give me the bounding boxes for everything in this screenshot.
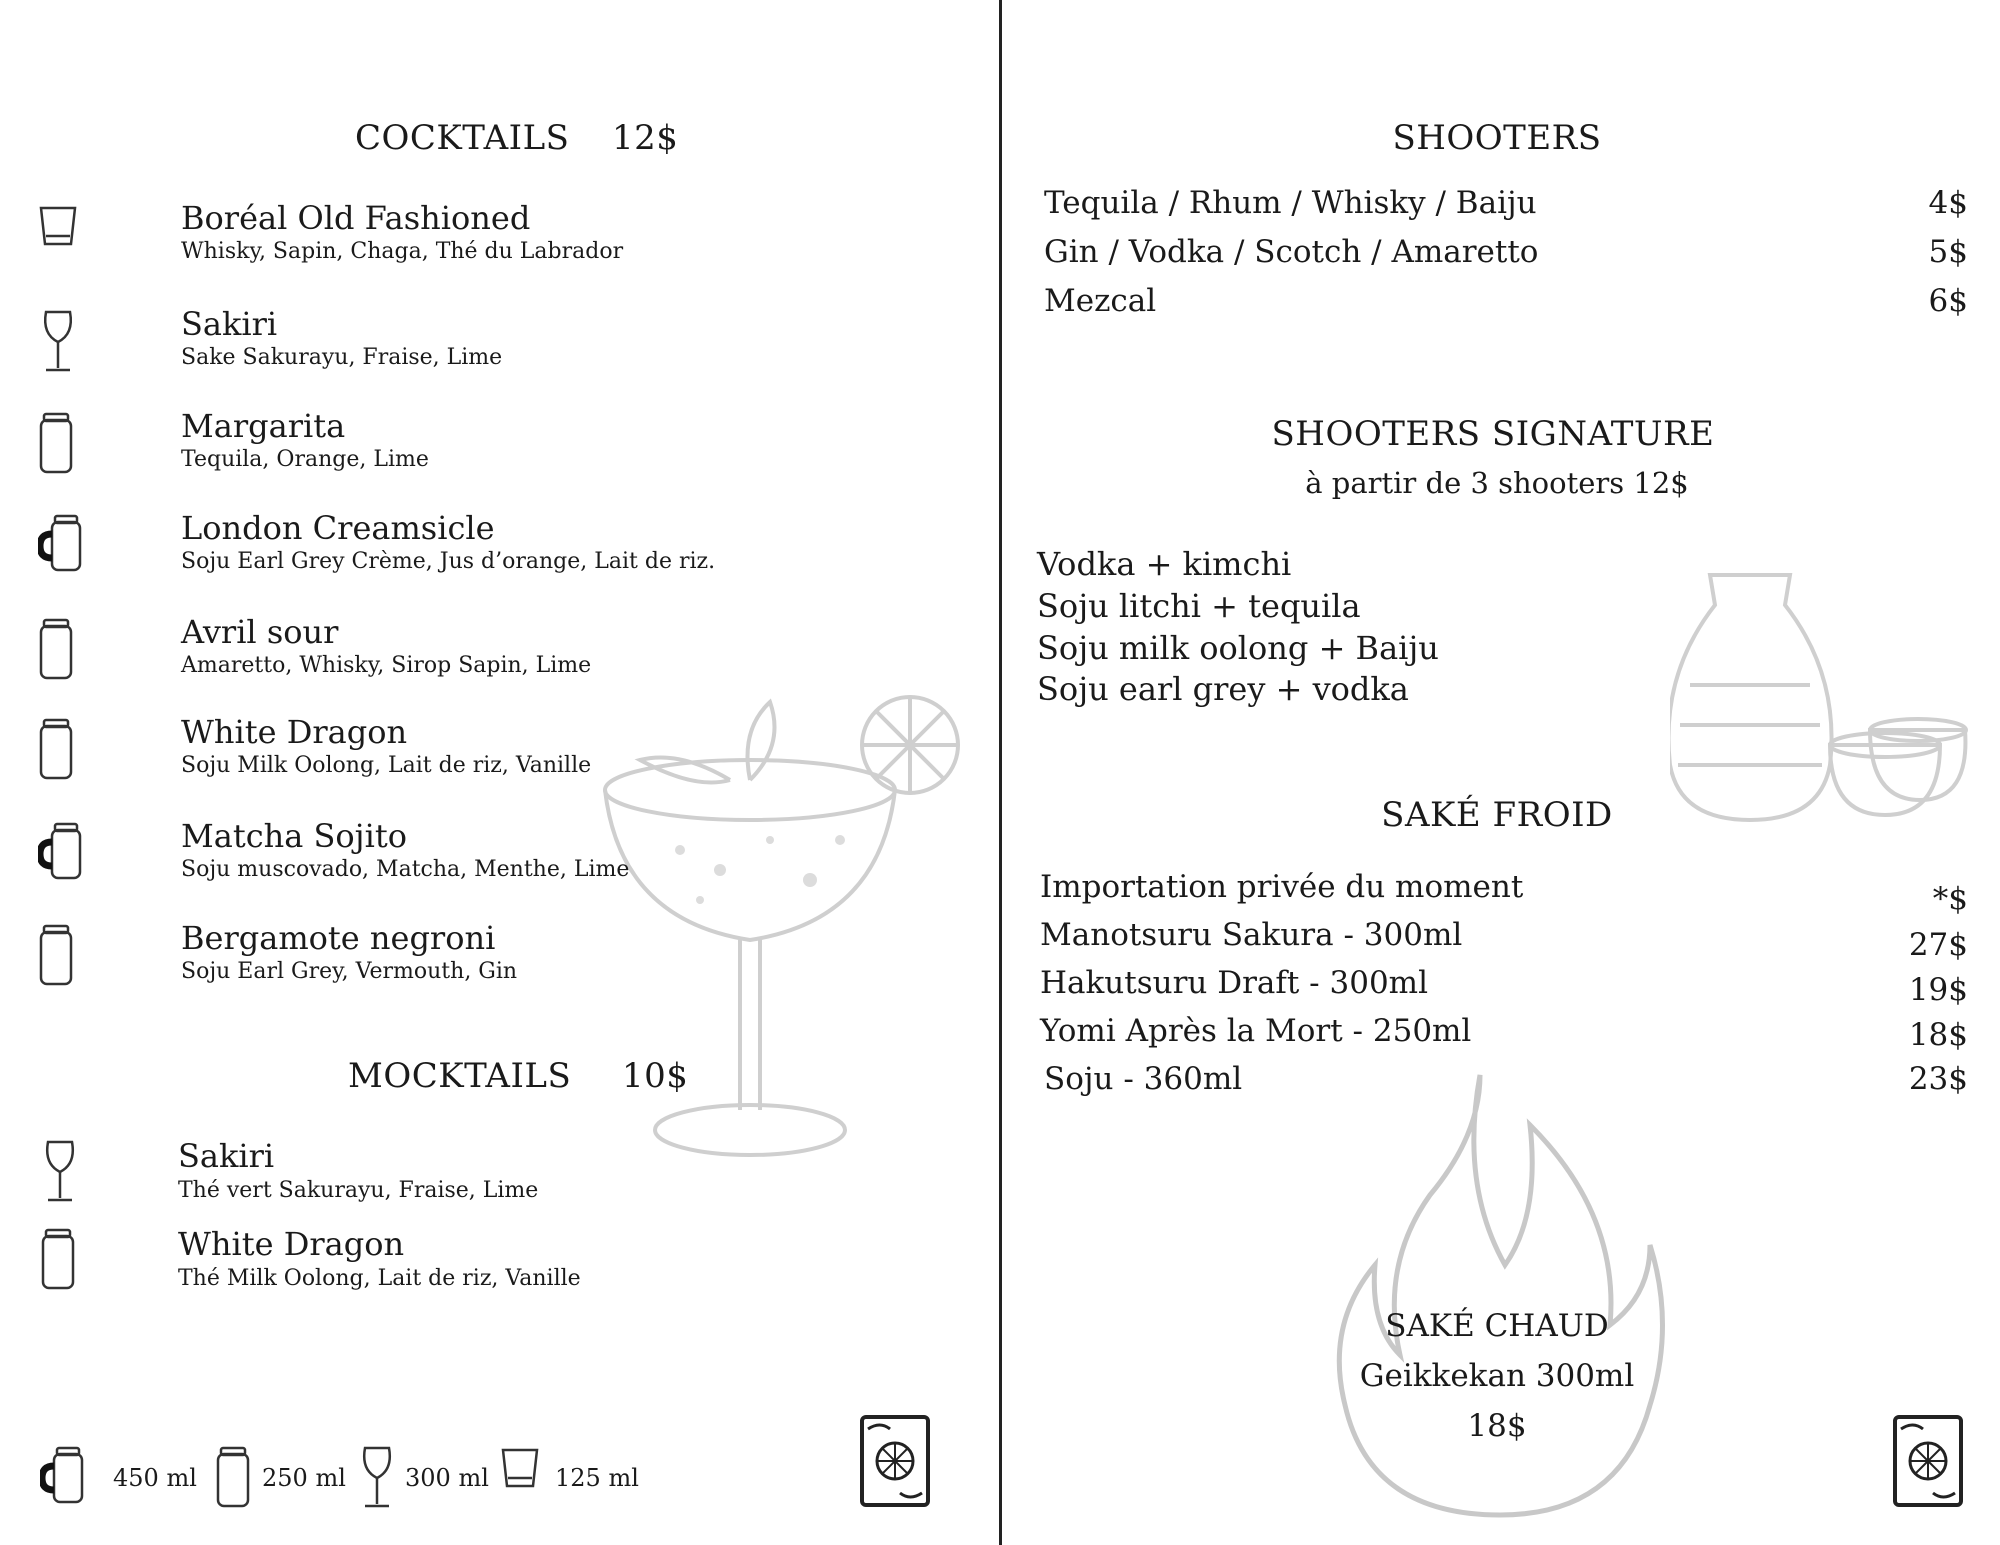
sake-chaud-item: Geikkekan 300ml	[1359, 1358, 1635, 1394]
sake-price: *$	[1932, 881, 1968, 917]
mocktail-ingredients: Thé Milk Oolong, Lait de riz, Vanille	[178, 1266, 581, 1291]
mason-jar-icon	[215, 1446, 251, 1512]
cocktail-ingredients: Whisky, Sapin, Chaga, Thé du Labrador	[181, 239, 624, 264]
legend-size-label: 125 ml	[555, 1464, 639, 1492]
sake-name: Yomi Après la Mort - 250ml	[1040, 1013, 1472, 1049]
legend-size-label: 300 ml	[405, 1464, 489, 1492]
signature-combo: Soju earl grey + vodka	[1037, 670, 1409, 708]
cocktail-ingredients: Soju muscovado, Matcha, Menthe, Lime	[181, 857, 630, 882]
mocktails-heading	[348, 1056, 571, 1096]
sake-chaud-price: 18$	[1467, 1408, 1527, 1444]
cocktail-name: Matcha Sojito	[181, 817, 407, 855]
mocktail-name: Sakiri	[178, 1137, 275, 1175]
cocktail-ingredients: Amaretto, Whisky, Sirop Sapin, Lime	[181, 653, 592, 678]
cocktails-heading	[355, 118, 569, 158]
signature-combo: Vodka + kimchi	[1037, 545, 1292, 583]
flame-sketch	[1330, 1065, 1670, 1525]
signature-combo: Soju litchi + tequila	[1037, 587, 1361, 625]
mocktail-ingredients: Thé vert Sakurayu, Fraise, Lime	[178, 1178, 539, 1203]
mason-jar-icon	[38, 924, 74, 990]
mason-jar-icon	[38, 618, 74, 684]
mason-jar-icon	[38, 412, 74, 478]
legend-size-label: 250 ml	[262, 1464, 346, 1492]
signature-subtitle: à partir de 3 shooters 12$	[1305, 466, 1689, 500]
wine-glass-icon	[357, 1446, 397, 1514]
shooter-price: 4$	[1928, 185, 1968, 221]
cocktail-name: Sakiri	[181, 305, 278, 343]
mason-mug-icon	[38, 514, 84, 578]
mocktails-title: MOCKTAILS	[348, 1056, 572, 1096]
shooter-name: Tequila / Rhum / Whisky / Baiju	[1044, 185, 1537, 221]
cocktails-title: COCKTAILS	[355, 118, 570, 158]
logo-stamp-left	[860, 1415, 930, 1507]
page-divider	[999, 0, 1002, 1545]
margarita-sketch	[600, 690, 990, 1190]
cocktail-ingredients: Soju Milk Oolong, Lait de riz, Vanille	[181, 753, 592, 778]
cocktail-ingredients: Sake Sakurayu, Fraise, Lime	[181, 345, 503, 370]
signature-combo: Soju milk oolong + Baiju	[1037, 629, 1439, 667]
shooters-title: SHOOTERS	[1392, 118, 1602, 158]
sake-price: 19$	[1908, 972, 1968, 1008]
wine-glass-icon	[40, 1140, 80, 1208]
mocktails-price: 10$	[622, 1056, 689, 1096]
rocks-glass-icon	[38, 204, 78, 252]
legend-size-label: 450 ml	[113, 1464, 197, 1492]
sake-set-sketch	[1670, 565, 1970, 825]
logo-stamp-right	[1893, 1415, 1963, 1507]
mason-mug-icon	[38, 822, 84, 886]
cocktail-name: Margarita	[181, 407, 346, 445]
sake-name: Importation privée du moment	[1040, 869, 1524, 905]
sake-price: 18$	[1908, 1017, 1968, 1053]
shooter-price: 6$	[1928, 283, 1968, 319]
cocktail-ingredients: Soju Earl Grey, Vermouth, Gin	[181, 959, 518, 984]
sake-froid-title: SAKÉ FROID	[1381, 795, 1613, 835]
shooter-name: Mezcal	[1044, 283, 1157, 319]
mocktail-name: White Dragon	[178, 1225, 405, 1263]
mason-jar-icon	[40, 1228, 76, 1294]
sake-price: 23$	[1908, 1061, 1968, 1097]
sake-name: Soju - 360ml	[1044, 1061, 1243, 1097]
mason-mug-icon	[40, 1446, 86, 1510]
shooter-name: Gin / Vodka / Scotch / Amaretto	[1044, 234, 1539, 270]
cocktail-name: London Creamsicle	[181, 509, 495, 547]
shooter-price: 5$	[1928, 234, 1968, 270]
sake-name: Manotsuru Sakura - 300ml	[1040, 917, 1463, 953]
sake-chaud-title: SAKÉ CHAUD	[1385, 1308, 1609, 1344]
cocktail-name: Avril sour	[181, 613, 339, 651]
mason-jar-icon	[38, 718, 74, 784]
sake-price: 27$	[1908, 927, 1968, 963]
wine-glass-icon	[38, 310, 78, 378]
cocktail-name: Bergamote negroni	[181, 919, 496, 957]
cocktail-name: White Dragon	[181, 713, 408, 751]
cocktail-ingredients: Soju Earl Grey Crème, Jus d’orange, Lait de riz.	[181, 549, 716, 574]
sake-name: Hakutsuru Draft - 300ml	[1040, 965, 1428, 1001]
cocktail-ingredients: Tequila, Orange, Lime	[181, 447, 429, 472]
cocktails-price: 12$	[612, 118, 679, 158]
rocks-glass-icon	[500, 1446, 540, 1494]
signature-title: SHOOTERS SIGNATURE	[1271, 414, 1715, 454]
cocktail-name: Boréal Old Fashioned	[181, 199, 531, 237]
